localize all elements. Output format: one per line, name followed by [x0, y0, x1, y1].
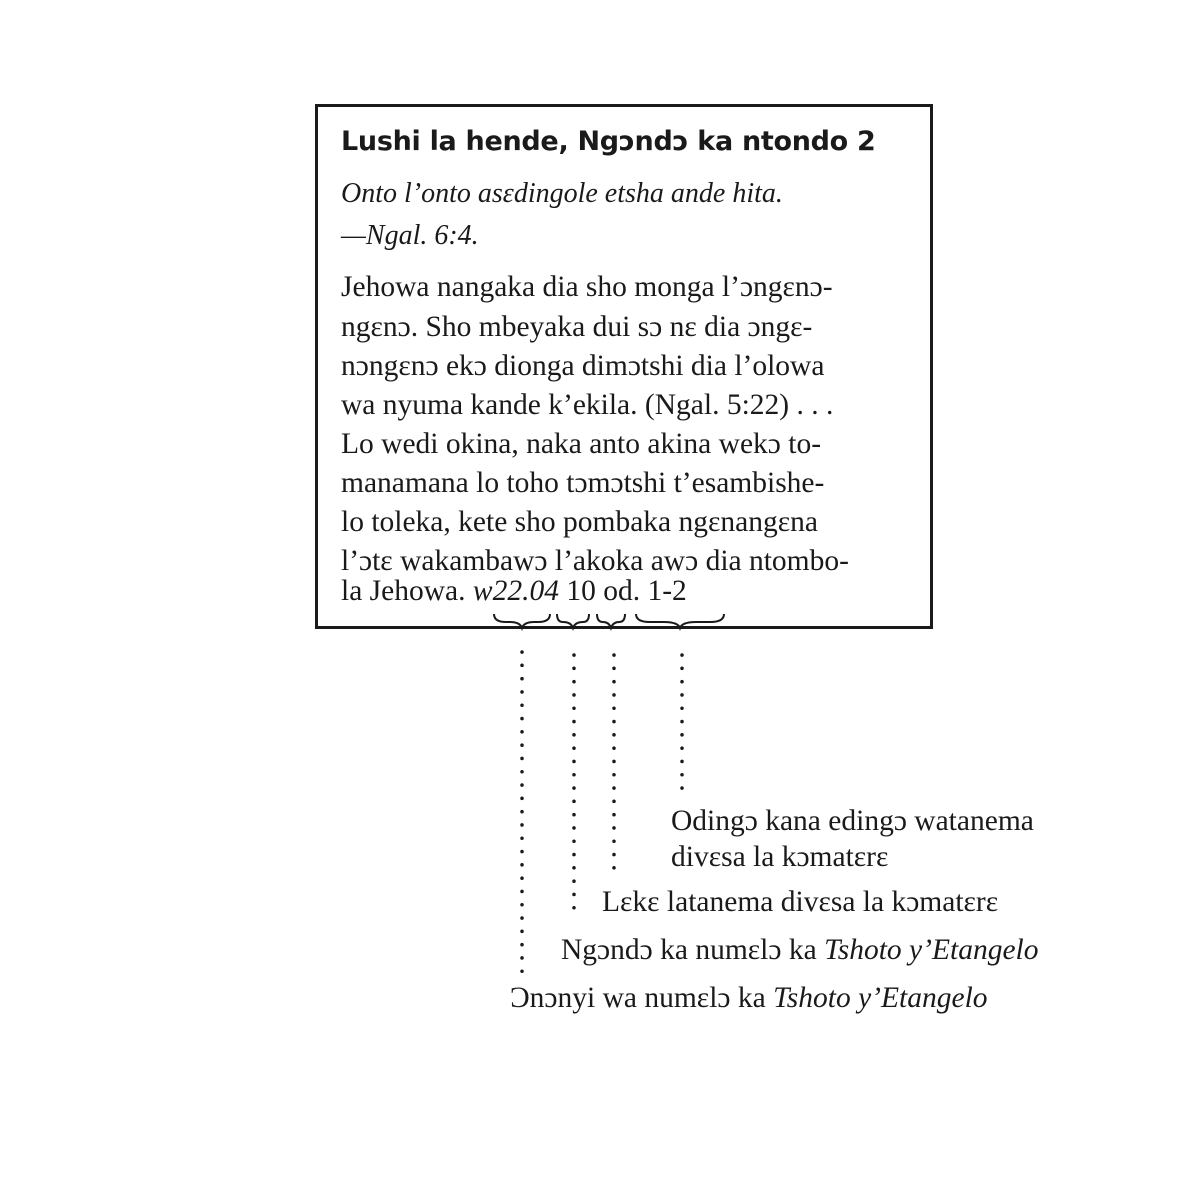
ref-paragraph: od. 1-2: [603, 575, 687, 607]
body-line: nɔngɛnɔ ekɔ dionga dimɔtshi dia l’olowa: [341, 350, 825, 382]
body-line: wa nyuma kande k’ekila. (Ngal. 5:22) . . .: [341, 389, 834, 421]
card-title: Lushi la hende, Ngɔndɔ ka ntondo 2: [341, 126, 876, 157]
label-year-title: Tshoto y’Etangelo: [773, 982, 988, 1014]
label-paragraph-line2: divɛsa la kɔmatɛrɛ: [671, 841, 889, 873]
body-line: ngɛnɔ. Sho mbeyaka dui sɔ nɛ dia ɔngɛ-: [341, 311, 813, 343]
label-month-prefix: Ngɔndɔ ka numɛlɔ ka: [561, 934, 825, 966]
ref-issue-month: .04: [522, 575, 559, 607]
label-month-title: Tshoto y’Etangelo: [824, 934, 1039, 966]
body-line: Jehowa nangaka dia sho monga l’ɔngɛnɔ-: [341, 271, 833, 303]
brace-paragraph: [636, 614, 724, 628]
brace-page: [597, 614, 625, 628]
brace-month: [557, 614, 589, 628]
last-line-prefix: la Jehowa.: [341, 575, 466, 607]
label-year-prefix: Ɔnɔnyi wa numɛlɔ ka: [510, 982, 774, 1014]
verse-line-1: Onto l’onto asɛdingole etsha ande hita.: [341, 178, 783, 209]
label-month: [561, 936, 1039, 966]
body-line: Lo wedi okina, naka anto akina wekɔ to-: [341, 428, 822, 460]
body-line: l’ɔtɛ wakambawɔ l’akoka awɔ dia ntombo-: [341, 545, 849, 577]
brace-year: [494, 614, 550, 628]
label-paragraph: Odingɔ kana edingɔ watanema: [671, 805, 1034, 837]
label-page: Lɛkɛ latanema divɛsa la kɔmatɛrɛ: [602, 886, 999, 918]
label-year: [510, 984, 988, 1014]
ref-issue-year: w22: [472, 575, 523, 607]
ref-page: 10: [566, 575, 596, 607]
body-line: manamana lo toho tɔmɔtshi t’esambishe-: [341, 467, 825, 499]
body-line: lo toleka, kete sho pombaka ngɛnangɛna: [341, 506, 818, 538]
verse-citation: —Ngal. 6:4.: [341, 220, 479, 251]
